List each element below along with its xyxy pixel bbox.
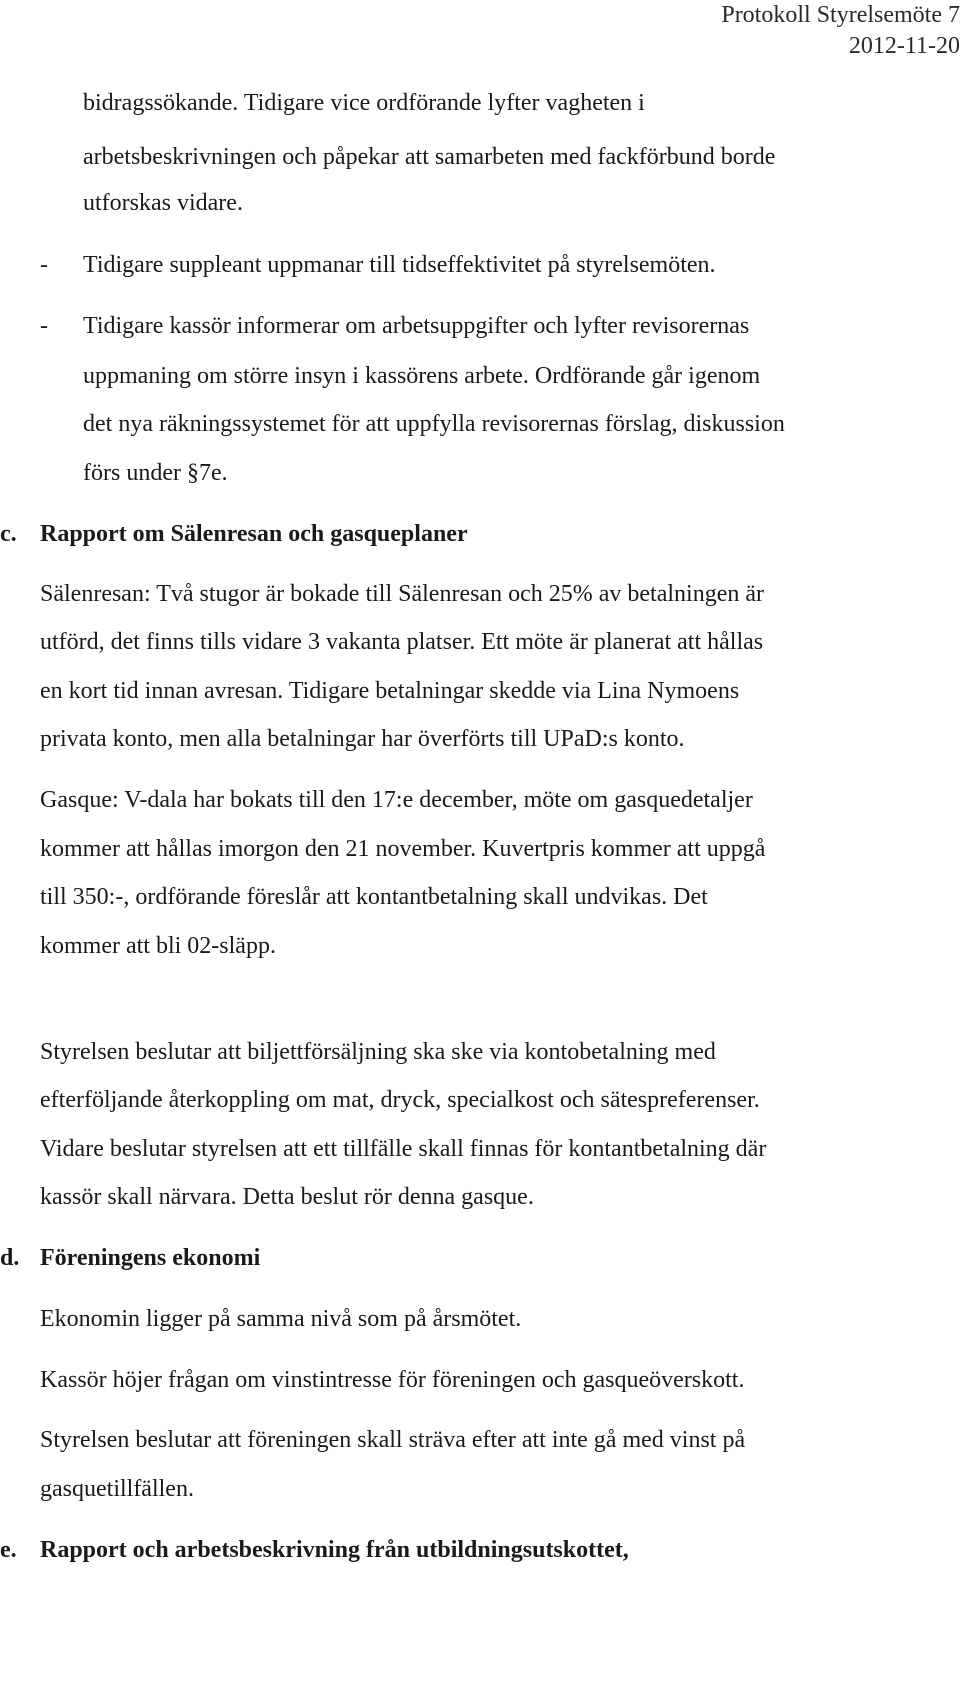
text-line: det nya räkningssystemet för att uppfylla revisorernas förslag, diskussion [83,411,785,437]
text-line: en kort tid innan avresan. Tidigare betalningar skedde via Lina Nymoens [40,678,740,704]
text-line: kassör skall närvara. Detta beslut rör denna gasque. [40,1184,534,1210]
section-heading-d [0,1243,260,1273]
text-line: utforskas vidare. [83,190,243,216]
header-title: Protokoll Styrelsemöte 7 [721,2,960,28]
text-line: Tidigare suppleant uppmanar till tidseffektivitet på styrelsemöten. [83,252,716,278]
section-title: Rapport och arbetsbeskrivning från utbildningsutskottet, [40,1537,629,1563]
text-line: Gasque: V-dala har bokats till den 17:e december, möte om gasquedetaljer [40,787,753,813]
text-line: Sälenresan: Två stugor är bokade till Sälenresan och 25% av betalningen är [40,581,764,607]
text-line: förs under §7e. [83,460,228,486]
section-title: Föreningens ekonomi [40,1245,261,1271]
bullet-dash: - [40,313,48,339]
text-line: Styrelsen beslutar att biljettförsäljning ska ske via kontobetalning med [40,1039,716,1065]
text-line: arbetsbeskrivningen och påpekar att samarbeten med fackförbund borde [83,144,776,170]
text-line: Vidare beslutar styrelsen att ett tillfälle skall finnas för kontantbetalning där [40,1136,767,1162]
text-line: bidragssökande. Tidigare vice ordförande lyfter vagheten i [83,90,645,116]
text-line: Ekonomin ligger på samma nivå som på årsmötet. [40,1306,522,1332]
text-line: Kassör höjer frågan om vinstintresse för föreningen och gasqueöverskott. [40,1367,745,1393]
text-line: kommer att hållas imorgon den 21 november. Kuvertpris kommer att uppgå [40,836,766,862]
text-line: till 350:-, ordförande föreslår att kontantbetalning skall undvikas. Det [40,884,708,910]
text-line: efterföljande återkoppling om mat, dryck, specialkost och sätespreferenser. [40,1087,760,1113]
text-line: gasquetillfällen. [40,1476,194,1502]
text-line: kommer att bli 02-släpp. [40,933,276,959]
text-line: privata konto, men alla betalningar har överförts till UPaD:s konto. [40,726,685,752]
section-letter: e. [0,1537,17,1563]
section-heading-c [0,519,468,549]
text-line: Tidigare kassör informerar om arbetsuppgifter och lyfter revisorernas [83,313,750,339]
page-header [721,0,960,62]
text-line: utförd, det finns tills vidare 3 vakanta platser. Ett möte är planerat att hållas [40,629,764,655]
text-line: uppmaning om större insyn i kassörens arbete. Ordförande går igenom [83,363,761,389]
section-heading-e [0,1535,629,1565]
section-letter: d. [0,1245,20,1271]
bullet-dash: - [40,252,48,278]
section-title: Rapport om Sälenresan och gasqueplaner [40,521,468,547]
section-letter: c. [0,521,17,547]
header-date: 2012-11-20 [848,33,960,59]
text-line: Styrelsen beslutar att föreningen skall sträva efter att inte gå med vinst på [40,1427,746,1453]
